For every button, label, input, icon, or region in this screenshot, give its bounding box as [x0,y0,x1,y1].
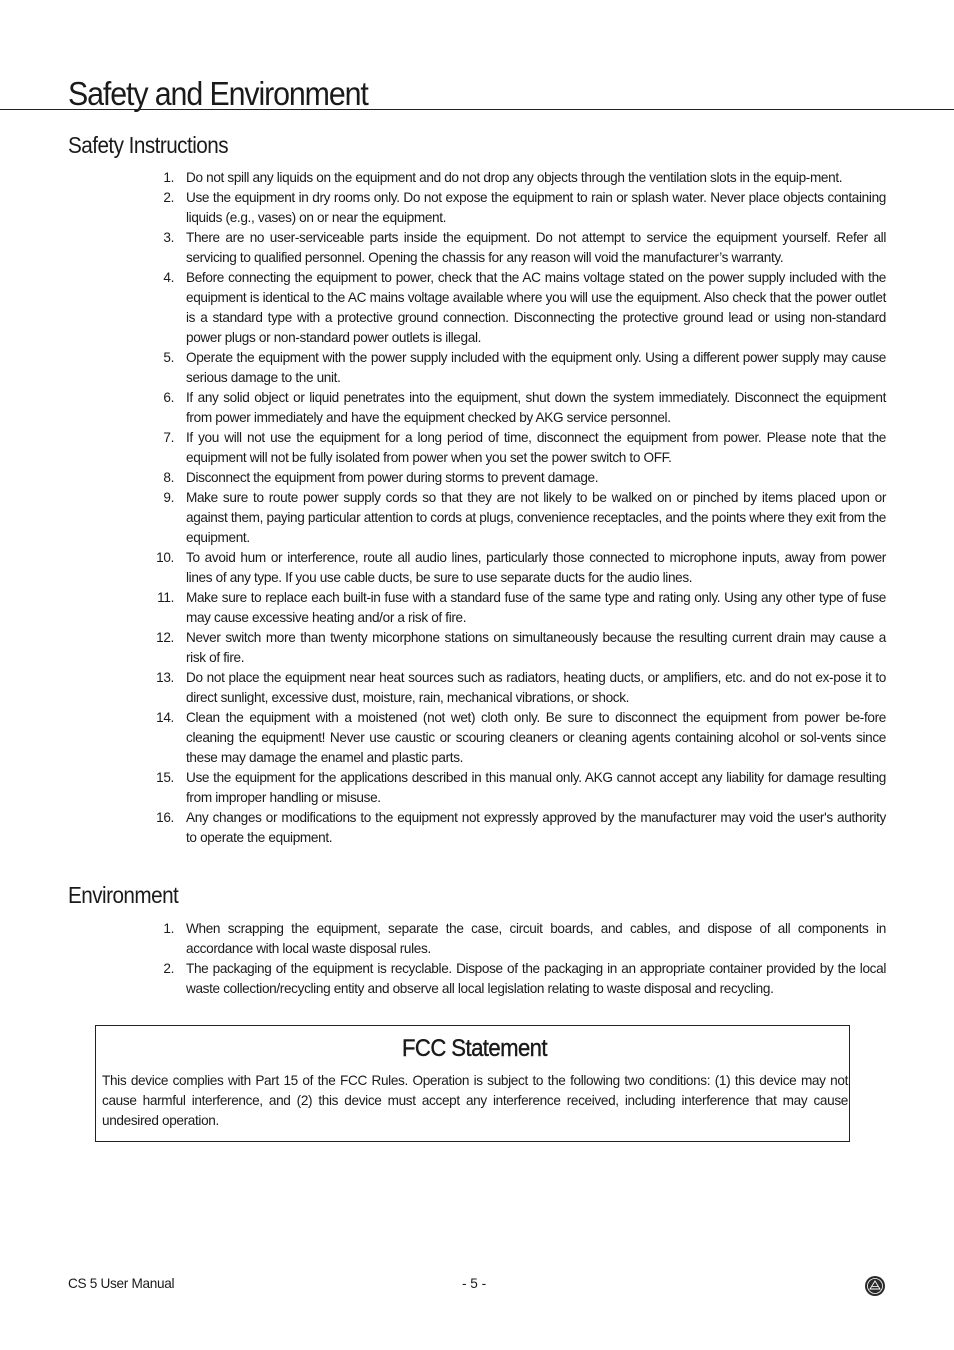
list-item-text: If you will not use the equipment for a long period of time, disconnect the equipment from power. Please note that the equipment will not be fully isolated from power when you set the power switch to OFF. [186,430,886,465]
list-item-text: Operate the equipment with the power supply included with the equipment only. Using a different power supply may cause serious damage to the unit. [186,350,886,385]
list-item-number: 7. [163,430,174,445]
safety-instruction-item [152,668,886,708]
environment-instruction-item [152,919,886,959]
list-item-number: 9. [163,490,174,505]
safety-instruction-item [152,708,886,768]
list-item-text: Do not spill any liquids on the equipment and do not drop any objects through the ventilation slots in the equip-ment. [186,170,843,185]
safety-instruction-item [152,228,886,268]
safety-instruction-item [152,168,886,188]
list-item-text: Make sure to route power supply cords so that they are not likely to be walked on or pinched by items placed upon or against them, paying particular attention to cords at plugs, convenience receptacles, and the points where they exit from the equipment. [186,490,886,545]
list-item-number: 3. [163,230,174,245]
safety-instruction-item [152,468,886,488]
list-item-number: 14. [156,710,174,725]
fcc-text: This device complies with Part 15 of the FCC Rules. Operation is subject to the following two conditions: (1) this device may not cause harmful interference, and (2) this device must accept any interference received, including interference that may cause undesired operation. [102,1073,848,1128]
list-item-number: 1. [163,170,174,185]
environment-instruction-item [152,959,886,999]
list-item-text: Any changes or modifications to the equipment not expressly approved by the manufacturer may void the user's authority to operate the equipment. [186,810,886,845]
list-item-text: Use the equipment in dry rooms only. Do not expose the equipment to rain or splash water. Never place objects containing liquids (e.g., vases) on or near the equipment. [186,190,886,225]
safety-heading: Safety Instructions [68,132,229,158]
list-item-text: There are no user-serviceable parts inside the equipment. Do not attempt to service the equipment yourself. Refer all servicing to qualified personnel. Opening the chassis for any reason will void the manufacturer’s warranty. [186,230,886,265]
list-item-number: 8. [163,470,174,485]
list-item-number: 2. [163,190,174,205]
list-item-text: The packaging of the equipment is recyclable. Dispose of the packaging in an appropriate container provided by the local waste collection/recycling entity and observe all local legislation relating to waste disposal and recycling. [186,961,886,996]
list-item-number: 11. [157,590,174,605]
footer-page-number: - 5 - [462,1276,487,1291]
list-item-text: Use the equipment for the applications described in this manual only. AKG cannot accept any liability for damage resulting from improper handling or misuse. [186,770,886,805]
list-item-number: 15. [156,770,174,785]
list-item-text: Never switch more than twenty micorphone stations on simultaneously because the resulting current drain may cause a risk of fire. [186,630,886,665]
list-item-text: Clean the equipment with a moistened (not wet) cloth only. Be sure to disconnect the equipment from power be-fore cleaning the equipment! Never use caustic or scouring cleaners or cleaning agents containing alcohol or sol-vents since these may damage the enamel and plastic parts. [186,710,886,765]
safety-instruction-item [152,188,886,228]
safety-instruction-item [152,488,886,548]
safety-instruction-item [152,388,886,428]
list-item-number: 6. [163,390,174,405]
safety-instruction-item [152,268,886,348]
title-divider [0,109,954,110]
list-item-number: 5. [163,350,174,365]
safety-instruction-item [152,348,886,388]
list-item-number: 13. [156,670,174,685]
list-item-text: Disconnect the equipment from power during storms to prevent damage. [186,470,599,485]
list-item-text: Make sure to replace each built-in fuse with a standard fuse of the same type and rating only. Using any other type of fuse may cause excessive heating and/or a risk of fire. [186,590,886,625]
footer-manual-name: CS 5 User Manual [68,1276,175,1291]
list-item-text: Before connecting the equipment to power, check that the AC mains voltage stated on the power supply included with the equipment is identical to the AC mains voltage available where you will use the equipment. Also check that the power outlet is a standard type with a protective ground connection. Disconnecting the protective ground lead or using non-standard power plugs or non-standard power outlets is illegal. [186,270,886,345]
safety-instruction-item [152,428,886,468]
list-item-number: 2. [163,961,174,976]
list-item-text: If any solid object or liquid penetrates into the equipment, shut down the system immediately. Disconnect the equipment from power immediately and have the equipment checked by AKG service personnel. [186,390,886,425]
environment-heading: Environment [68,882,179,908]
list-item-number: 10. [156,550,174,565]
page-title: Safety and Environment [68,75,368,112]
safety-instruction-item [152,628,886,668]
list-item-number: 4. [163,270,174,285]
list-item-text: To avoid hum or interference, route all audio lines, particularly those connected to microphone inputs, away from power lines of any type. If you use cable ducts, be sure to use separate ducts for the audio lines. [186,550,886,585]
fcc-statement-box [95,1025,850,1142]
environment-list [152,919,886,999]
safety-instruction-item [152,588,886,628]
safety-instruction-item [152,768,886,808]
list-item-number: 1. [163,921,174,936]
safety-instruction-item [152,548,886,588]
fcc-title: FCC Statement [402,1035,547,1062]
akg-logo-icon [864,1275,886,1297]
list-item-text: When scrapping the equipment, separate the case, circuit boards, and cables, and dispose of all components in accordance with local waste disposal rules. [186,921,886,956]
safety-instruction-item [152,808,886,848]
safety-list [152,168,886,848]
list-item-number: 12. [156,630,174,645]
list-item-text: Do not place the equipment near heat sources such as radiators, heating ducts, or amplifiers, etc. and do not ex-pose it to direct sunlight, excessive dust, moisture, rain, mechanical vibrations, or shock. [186,670,886,705]
list-item-number: 16. [156,810,174,825]
